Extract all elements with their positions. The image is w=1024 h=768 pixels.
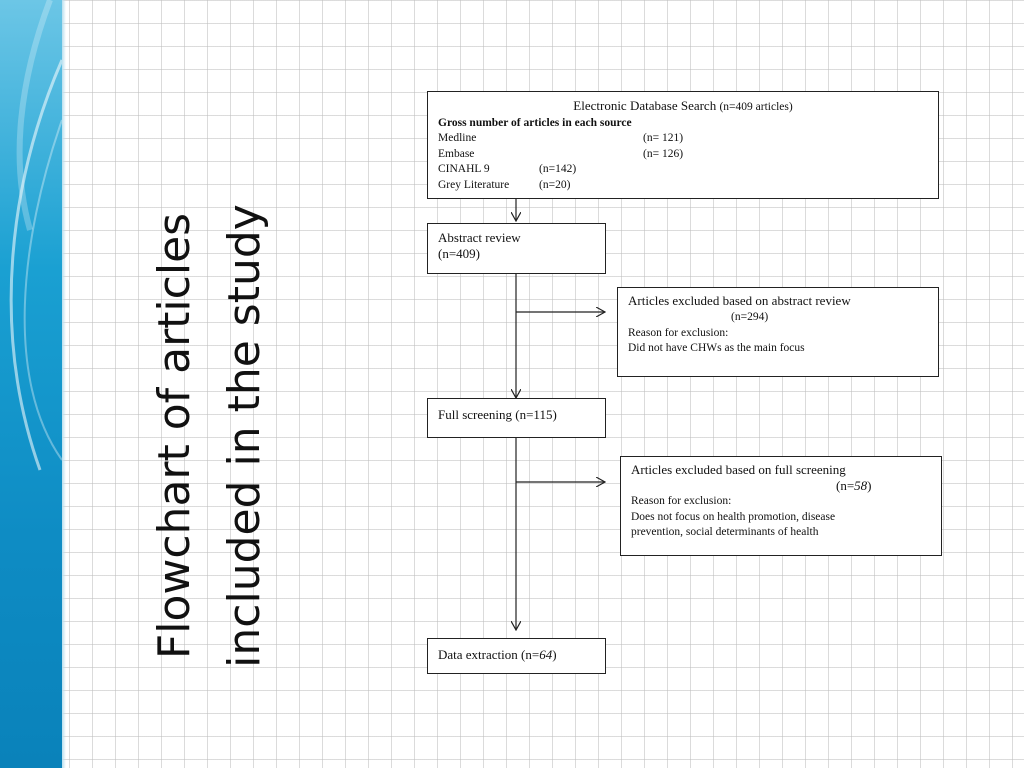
title-line-2: included in the study [219, 204, 270, 668]
title-line-1: Flowchart of articles [149, 212, 200, 660]
search-heading: Electronic Database Search [573, 98, 717, 113]
extraction-value: 64 [539, 647, 553, 662]
excluded-abstract-heading: Articles excluded based on abstract review [628, 293, 851, 308]
source-count: (n=142) [539, 163, 577, 175]
source-count: (n= 121) [643, 132, 684, 144]
count-prefix: (n= [836, 478, 855, 493]
excluded-full-count [631, 478, 931, 494]
source-name: CINAHL 9 [438, 163, 490, 175]
excluded-abstract-count: (n=294) [731, 311, 769, 323]
source-count: (n= 126) [643, 147, 684, 160]
source-row-embase [438, 147, 928, 163]
data-extraction-label [438, 647, 595, 663]
count-suffix: ) [867, 478, 872, 493]
source-count: (n=20) [539, 178, 571, 191]
source-name: Grey Literature [438, 178, 510, 191]
abstract-review-label: Abstract review [438, 230, 521, 245]
source-name: Medline [438, 132, 477, 144]
excluded-abstract-reason: Did not have CHWs as the main focus [628, 342, 805, 354]
search-heading-count: (n=409 articles) [719, 101, 793, 113]
database-search-box [427, 91, 939, 199]
abstract-review-count: (n=409) [438, 246, 480, 261]
search-heading-row [438, 98, 928, 116]
extraction-prefix: Data extraction (n= [438, 647, 540, 662]
excluded-full-reason-label: Reason for exclusion: [631, 495, 732, 507]
source-row-cinahl [438, 162, 928, 178]
source-row-grey-literature [438, 178, 928, 194]
sources-subheading: Gross number of articles in each source [438, 116, 632, 129]
excluded-abstract-reason-label: Reason for exclusion: [628, 326, 729, 339]
full-screening-label: Full screening (n=115) [438, 407, 557, 422]
excluded-full-box [620, 456, 942, 556]
excluded-full-heading: Articles excluded based on full screening [631, 462, 846, 477]
source-name: Embase [438, 147, 475, 160]
extraction-suffix: ) [552, 647, 557, 662]
excluded-full-reason-line-2: prevention, social determinants of health [631, 526, 819, 538]
full-screening-box [427, 398, 606, 438]
abstract-review-box [427, 223, 606, 274]
excluded-full-reason-line-1: Does not focus on health promotion, disease [631, 510, 836, 523]
excluded-abstract-box [617, 287, 939, 377]
count-value: 58 [854, 478, 868, 493]
data-extraction-box [427, 638, 606, 674]
source-row-medline [438, 131, 928, 147]
